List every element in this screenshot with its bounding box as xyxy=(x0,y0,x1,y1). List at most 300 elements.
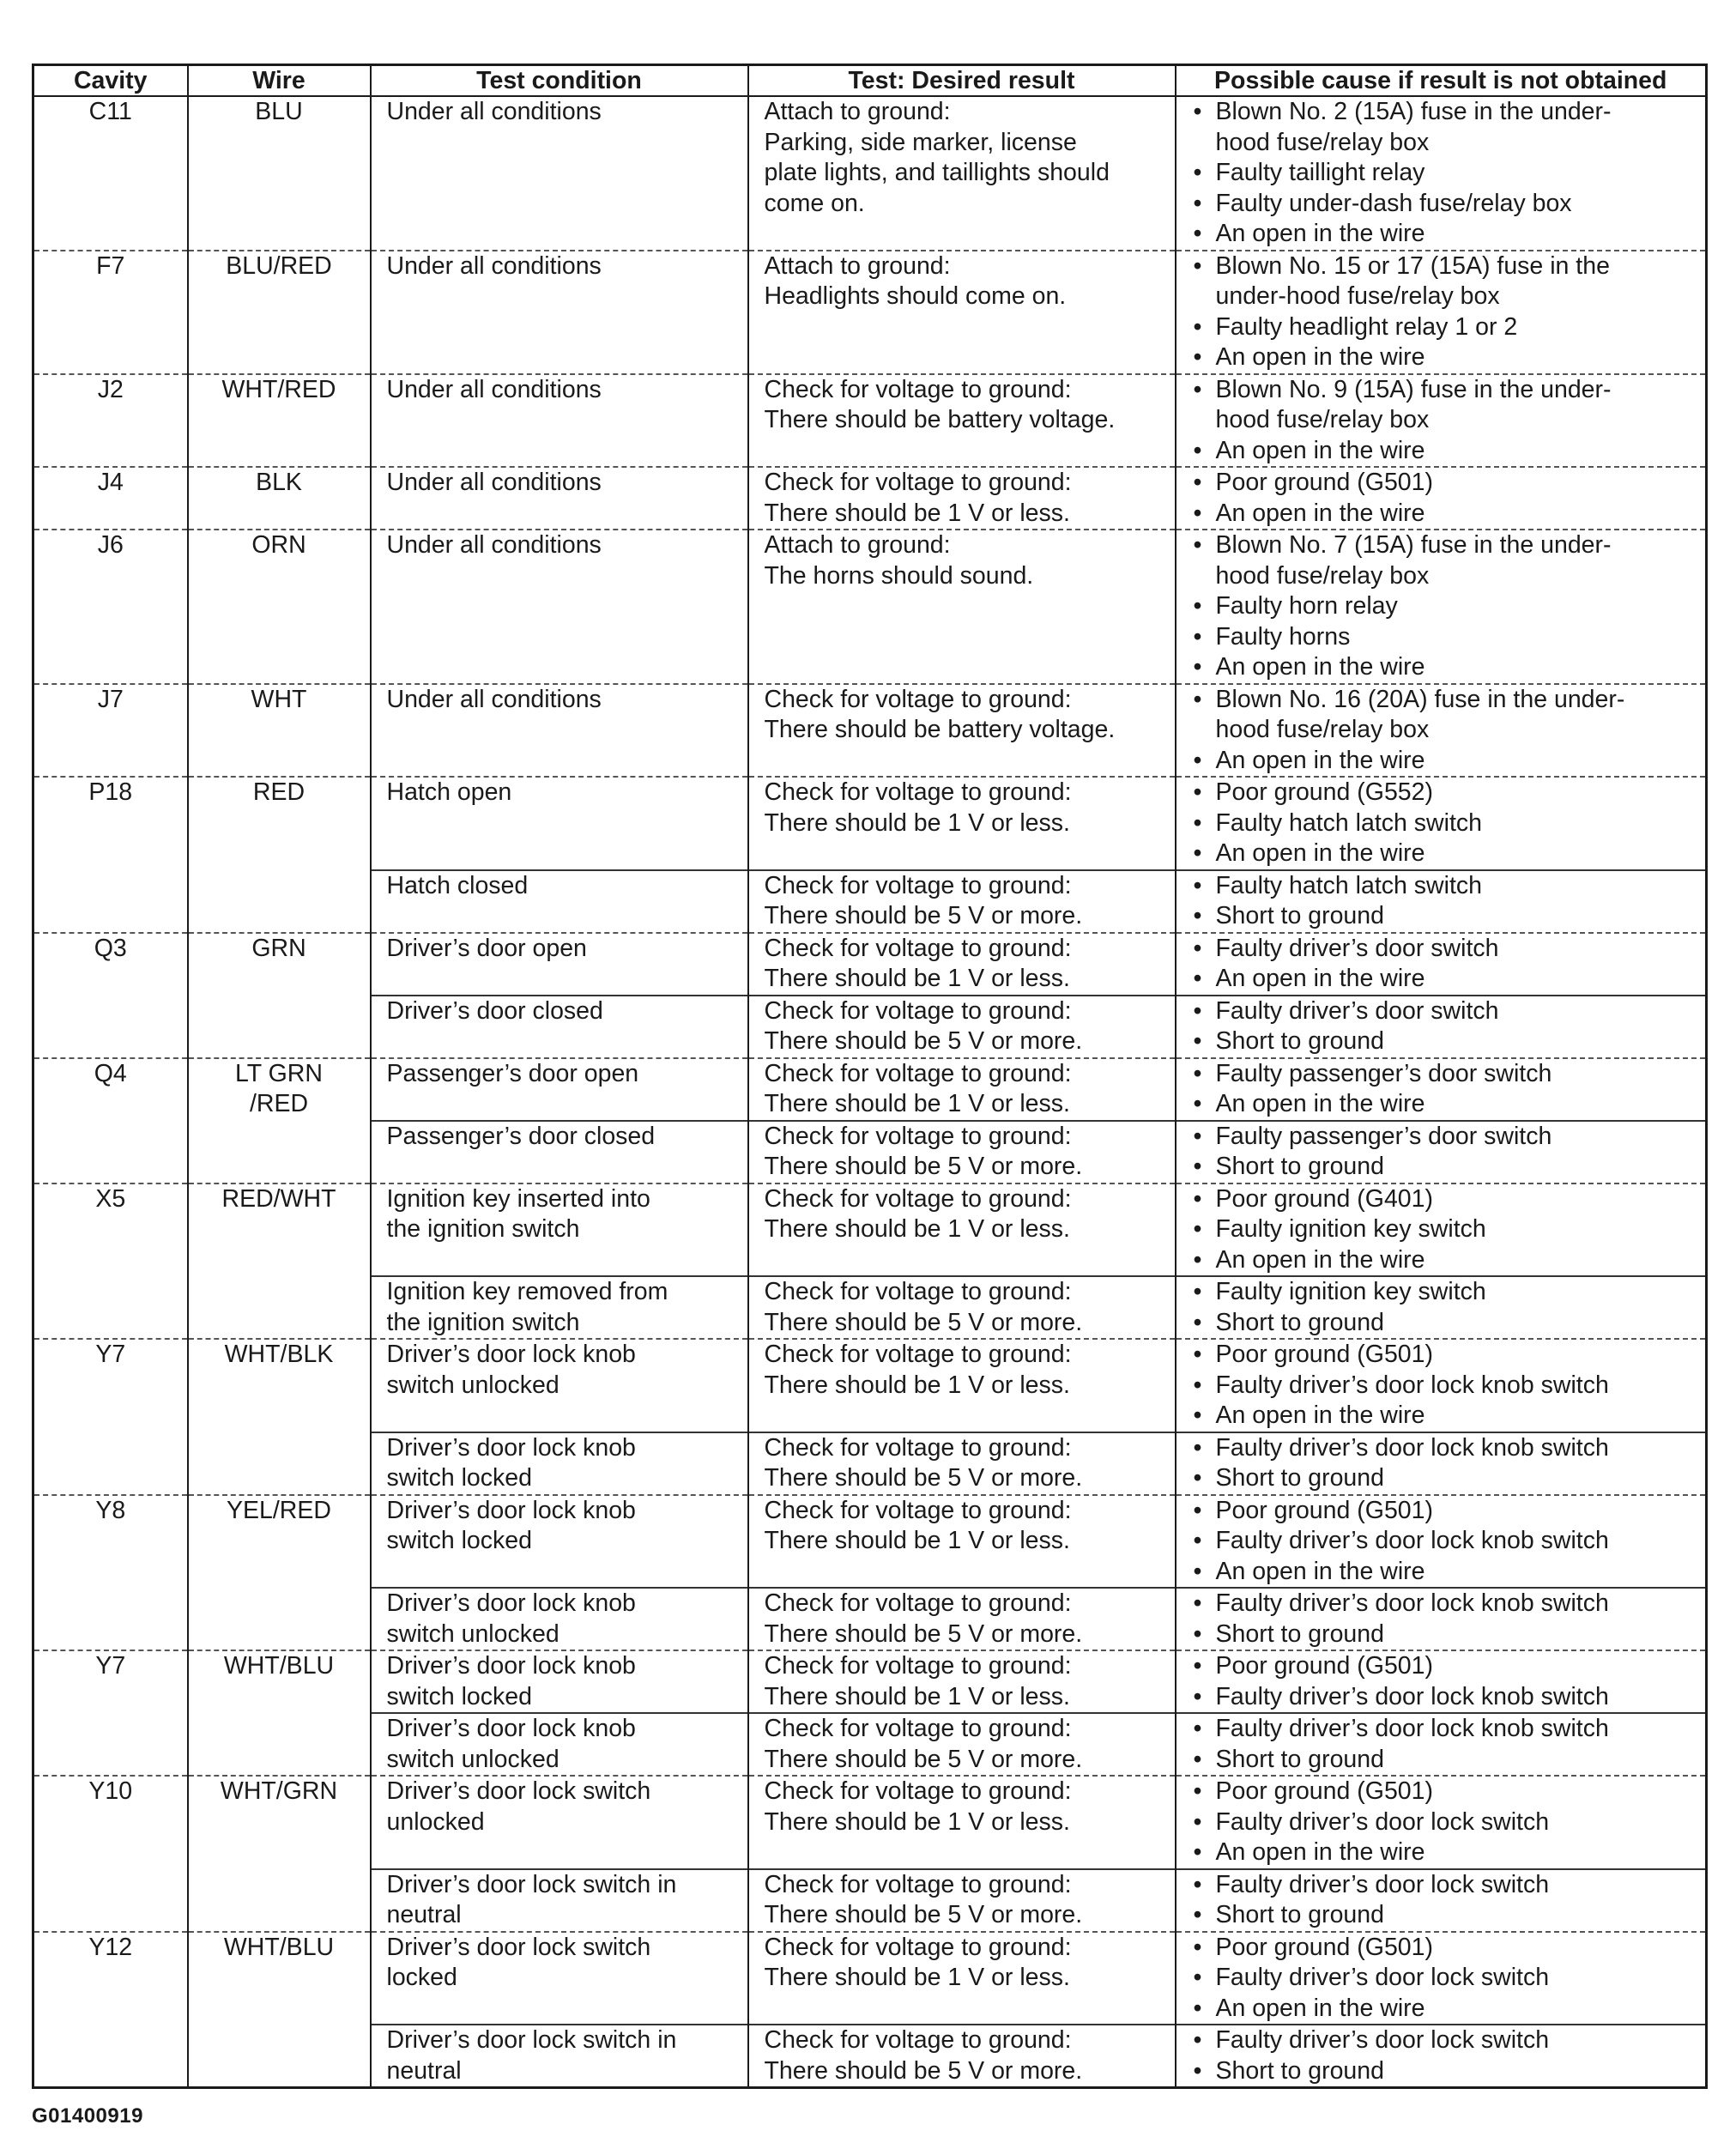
cause-text: • Faulty ignition key switch xyxy=(1215,1278,1486,1305)
desired-result-text: There should be 5 V or more. xyxy=(764,902,1083,929)
wire-color-text: RED xyxy=(252,778,305,806)
desired-result-text: Check for voltage to ground: xyxy=(764,1777,1072,1805)
test-condition-text: Driver’s door lock knob xyxy=(386,1589,636,1617)
cause-item xyxy=(1194,1184,1706,1215)
wire-color-text: WHT/BLU xyxy=(223,1933,335,1961)
test-condition-cell xyxy=(371,1650,748,1713)
possible-cause-cell xyxy=(1176,684,1707,778)
table-row xyxy=(33,1932,1707,2025)
test-condition-text: Driver’s door lock knob xyxy=(386,1652,636,1680)
cause-item xyxy=(1194,530,1706,591)
cause-text: • Short to ground xyxy=(1215,2056,1384,2085)
cause-item xyxy=(1194,1245,1706,1276)
cause-item xyxy=(1194,1371,1706,1401)
wire-cell xyxy=(188,374,371,468)
desired-result-cell xyxy=(748,1058,1176,1121)
test-condition-text: Under all conditions xyxy=(386,251,602,280)
cause-item xyxy=(1194,1619,1706,1650)
possible-cause-cell xyxy=(1176,530,1707,684)
test-condition-text: switch unlocked xyxy=(386,1619,560,1648)
cause-text: hood fuse/relay box xyxy=(1215,561,1430,590)
cause-item xyxy=(1194,1277,1706,1308)
cause-text: • Faulty driver’s door lock knob switch xyxy=(1215,1371,1609,1399)
possible-cause-cell xyxy=(1176,1713,1707,1776)
possible-cause-cell xyxy=(1176,1276,1707,1339)
desired-result-text: There should be battery voltage. xyxy=(764,406,1116,433)
desired-result-cell xyxy=(748,1495,1176,1589)
test-condition-text: Under all conditions xyxy=(386,375,602,403)
cause-text: • Short to ground xyxy=(1215,1901,1384,1928)
test-condition-text: switch unlocked xyxy=(386,1371,560,1399)
wire-color-text: /RED xyxy=(249,1090,309,1117)
wire-color-text: YEL/RED xyxy=(227,1496,331,1524)
cause-item xyxy=(1194,996,1706,1027)
test-condition-text: neutral xyxy=(386,1901,462,1928)
possible-cause-cell xyxy=(1176,1339,1707,1432)
cause-item xyxy=(1194,342,1706,373)
test-condition-cell xyxy=(371,251,748,374)
desired-result-cell xyxy=(748,1932,1176,2025)
table-row xyxy=(33,467,1707,530)
cause-item xyxy=(1194,1777,1706,1807)
wire-color-text: LT GRN xyxy=(235,1059,323,1087)
test-condition-cell xyxy=(371,933,748,996)
cause-text: • Faulty taillight relay xyxy=(1215,159,1425,186)
cause-text: • Poor ground (G401) xyxy=(1215,1184,1433,1213)
test-condition-cell xyxy=(371,467,748,530)
wire-color-text: ORN xyxy=(251,531,306,559)
desired-result-cell xyxy=(748,870,1176,933)
cause-text: • Poor ground (G501) xyxy=(1215,1652,1433,1680)
test-condition-cell xyxy=(371,1432,748,1495)
wire-color-text: WHT/GRN xyxy=(220,1777,338,1805)
table-body xyxy=(33,96,1707,2088)
test-condition-cell xyxy=(371,374,748,468)
cause-item xyxy=(1194,652,1706,683)
cause-item xyxy=(1194,1682,1706,1713)
wire-color-text: BLU xyxy=(255,98,303,125)
cause-text: • Faulty horn relay xyxy=(1215,592,1398,620)
test-condition-text: Under all conditions xyxy=(386,469,602,496)
cause-text: • Poor ground (G501) xyxy=(1215,469,1433,496)
cause-item xyxy=(1194,251,1706,312)
cause-item xyxy=(1194,189,1706,220)
cause-item xyxy=(1194,1340,1706,1371)
desired-result-text: Check for voltage to ground: xyxy=(764,1059,1072,1087)
cause-text: • Poor ground (G501) xyxy=(1215,1777,1433,1805)
cavity-cell: F7 xyxy=(33,251,188,374)
table-row xyxy=(33,374,1707,468)
table-row xyxy=(33,933,1707,996)
cause-item xyxy=(1194,219,1706,250)
cause-text: • An open in the wire xyxy=(1215,1557,1425,1585)
wire-color-text: BLU/RED xyxy=(226,251,332,280)
desired-result-text: Check for voltage to ground: xyxy=(764,375,1072,403)
table-row xyxy=(33,530,1707,684)
desired-result-cell xyxy=(748,1650,1176,1713)
cavity-cell: Y12 xyxy=(33,1932,188,2088)
cause-text: hood fuse/relay box xyxy=(1215,716,1430,743)
figure-code: G01400919 xyxy=(32,2104,143,2128)
cause-item xyxy=(1194,934,1706,965)
desired-result-text: Check for voltage to ground: xyxy=(764,1184,1072,1213)
desired-result-text: There should be 1 V or less. xyxy=(764,1682,1070,1710)
cause-text: • An open in the wire xyxy=(1215,220,1425,247)
cause-text: • An open in the wire xyxy=(1215,1838,1425,1866)
test-condition-text: locked xyxy=(386,1964,457,1991)
wire-cell xyxy=(188,1058,371,1183)
cause-item xyxy=(1194,808,1706,839)
table-row xyxy=(33,1650,1707,1713)
wire-cell xyxy=(188,96,371,251)
cause-item xyxy=(1194,1059,1706,1090)
test-condition-text: Driver’s door lock switch in xyxy=(386,2026,677,2054)
test-condition-cell xyxy=(371,684,748,778)
test-condition-cell xyxy=(371,530,748,684)
cause-item xyxy=(1194,1152,1706,1183)
desired-result-text: Check for voltage to ground: xyxy=(764,1652,1072,1680)
desired-result-text: There should be 1 V or less. xyxy=(764,499,1070,527)
cause-text: • Faulty driver’s door lock switch xyxy=(1215,2026,1550,2054)
cause-text: • Faulty passenger’s door switch xyxy=(1215,1059,1552,1087)
wire-cell xyxy=(188,1776,371,1932)
test-condition-cell xyxy=(371,2025,748,2088)
wire-cell xyxy=(188,467,371,530)
desired-result-cell xyxy=(748,2025,1176,2088)
test-condition-text: the ignition switch xyxy=(386,1215,580,1243)
cause-text: • Faulty ignition key switch xyxy=(1215,1215,1486,1243)
desired-result-text: There should be 1 V or less. xyxy=(764,1807,1070,1836)
test-condition-text: unlocked xyxy=(386,1807,485,1836)
desired-result-text: Headlights should come on. xyxy=(764,282,1067,310)
test-condition-text: Under all conditions xyxy=(386,98,602,125)
desired-result-text: Attach to ground: xyxy=(764,98,951,125)
desired-result-cell xyxy=(748,251,1176,374)
desired-result-text: There should be 1 V or less. xyxy=(764,965,1070,992)
wire-cell xyxy=(188,933,371,1058)
possible-cause-cell xyxy=(1176,1121,1707,1183)
cause-text: • Poor ground (G501) xyxy=(1215,1341,1433,1368)
wire-color-text: WHT/BLU xyxy=(223,1652,335,1680)
cause-item xyxy=(1194,685,1706,746)
cause-text: • Poor ground (G501) xyxy=(1215,1933,1433,1961)
wire-cell xyxy=(188,1183,371,1340)
cause-item xyxy=(1194,158,1706,189)
desired-result-text: Parking, side marker, license xyxy=(764,128,1077,156)
cavity-cell: P18 xyxy=(33,777,188,933)
possible-cause-cell xyxy=(1176,1588,1707,1650)
test-condition-text: Passenger’s door open xyxy=(386,1059,639,1087)
desired-result-text: There should be 1 V or less. xyxy=(764,808,1070,837)
desired-result-text: There should be 1 V or less. xyxy=(764,1215,1070,1243)
test-condition-cell xyxy=(371,1058,748,1121)
wire-cell xyxy=(188,1650,371,1776)
cavity-cell: Y10 xyxy=(33,1776,188,1932)
cause-item xyxy=(1194,1714,1706,1745)
cause-item xyxy=(1194,499,1706,530)
cause-text: • Blown No. 9 (15A) fuse in the under- xyxy=(1215,375,1612,403)
desired-result-cell xyxy=(748,1869,1176,1932)
desired-result-text: Check for voltage to ground: xyxy=(764,2026,1072,2054)
test-condition-text: Under all conditions xyxy=(386,531,602,559)
test-condition-text: Driver’s door closed xyxy=(386,996,603,1025)
cavity-cell: J4 xyxy=(33,467,188,530)
desired-result-text: There should be battery voltage. xyxy=(764,716,1116,743)
cause-item xyxy=(1194,901,1706,932)
possible-cause-cell xyxy=(1176,777,1707,870)
cause-text: • Faulty driver’s door lock knob switch xyxy=(1215,1589,1609,1617)
cause-text: • Faulty driver’s door lock knob switch xyxy=(1215,1527,1609,1554)
desired-result-cell xyxy=(748,1432,1176,1495)
cause-text: • Blown No. 2 (15A) fuse in the under- xyxy=(1215,98,1612,125)
desired-result-text: Check for voltage to ground: xyxy=(764,871,1072,899)
header-desired-result: Test: Desired result xyxy=(748,65,1176,97)
possible-cause-cell xyxy=(1176,374,1707,468)
desired-result-text: There should be 5 V or more. xyxy=(764,1153,1083,1180)
test-condition-cell xyxy=(371,1869,748,1932)
wire-cell xyxy=(188,1339,371,1495)
desired-result-text: Check for voltage to ground: xyxy=(764,1496,1072,1524)
cause-item xyxy=(1194,1308,1706,1339)
header-possible-cause: Possible cause if result is not obtained xyxy=(1176,65,1707,97)
desired-result-cell xyxy=(748,1121,1176,1183)
desired-result-text: There should be 5 V or more. xyxy=(764,1464,1083,1492)
desired-result-cell xyxy=(748,530,1176,684)
cause-text: • Faulty hatch latch switch xyxy=(1215,808,1482,837)
cavity-cell: J6 xyxy=(33,530,188,684)
wire-color-text: WHT xyxy=(251,685,307,713)
wire-cell xyxy=(188,684,371,778)
cause-text: • Poor ground (G552) xyxy=(1215,778,1433,806)
desired-result-cell xyxy=(748,1183,1176,1277)
cause-item xyxy=(1194,1745,1706,1776)
table-row xyxy=(33,1776,1707,1869)
cause-text: • Short to ground xyxy=(1215,1308,1384,1336)
test-condition-cell xyxy=(371,1588,748,1650)
cavity-cell: C11 xyxy=(33,96,188,251)
cause-item xyxy=(1194,1589,1706,1619)
cause-text: • Short to ground xyxy=(1215,902,1384,929)
test-condition-text: Driver’s door open xyxy=(386,934,587,962)
test-condition-cell xyxy=(371,1339,748,1432)
cause-item xyxy=(1194,1433,1706,1464)
possible-cause-cell xyxy=(1176,1432,1707,1495)
cause-text: • Short to ground xyxy=(1215,1153,1384,1180)
test-condition-cell xyxy=(371,1776,748,1869)
test-condition-cell xyxy=(371,777,748,870)
cause-text: hood fuse/relay box xyxy=(1215,128,1430,156)
desired-result-text: Check for voltage to ground: xyxy=(764,1933,1072,1961)
table-row xyxy=(33,777,1707,870)
cause-text: • Faulty driver’s door lock switch xyxy=(1215,1807,1550,1836)
desired-result-text: There should be 5 V or more. xyxy=(764,1027,1083,1055)
test-condition-text: Ignition key inserted into xyxy=(386,1184,650,1213)
possible-cause-cell xyxy=(1176,1183,1707,1277)
cause-item xyxy=(1194,1900,1706,1931)
wire-color-text: WHT/BLK xyxy=(224,1341,334,1368)
test-condition-cell xyxy=(371,996,748,1058)
test-condition-text: switch locked xyxy=(386,1527,532,1554)
desired-result-text: There should be 1 V or less. xyxy=(764,1964,1070,1991)
desired-result-cell xyxy=(748,1339,1176,1432)
header-row xyxy=(33,65,1707,97)
cause-item xyxy=(1194,1837,1706,1868)
desired-result-text: Check for voltage to ground: xyxy=(764,1341,1072,1368)
cause-item xyxy=(1194,1122,1706,1153)
desired-result-text: There should be 5 V or more. xyxy=(764,1619,1083,1648)
cause-text: • Faulty horns xyxy=(1215,622,1351,651)
cause-item xyxy=(1194,778,1706,808)
desired-result-cell xyxy=(748,1776,1176,1869)
desired-result-text: Attach to ground: xyxy=(764,251,951,280)
cause-text: • Faulty driver’s door lock knob switch xyxy=(1215,1682,1609,1710)
desired-result-cell xyxy=(748,996,1176,1058)
cavity-cell: Q3 xyxy=(33,933,188,1058)
test-condition-cell xyxy=(371,1276,748,1339)
wire-color-text: RED/WHT xyxy=(221,1184,336,1213)
connector-test-table xyxy=(32,64,1708,2089)
cavity-cell: Y8 xyxy=(33,1495,188,1651)
possible-cause-cell xyxy=(1176,933,1707,996)
wire-cell xyxy=(188,530,371,684)
desired-result-text: Check for voltage to ground: xyxy=(764,469,1072,496)
cause-item xyxy=(1194,1026,1706,1057)
desired-result-text: Check for voltage to ground: xyxy=(764,685,1072,713)
test-condition-text: Driver’s door lock switch in xyxy=(386,1870,677,1898)
cause-text: • Blown No. 16 (20A) fuse in the under- xyxy=(1215,685,1625,713)
cause-item xyxy=(1194,1807,1706,1838)
test-condition-text: Driver’s door lock knob xyxy=(386,1715,636,1742)
cause-item xyxy=(1194,1214,1706,1245)
test-condition-text: Driver’s door lock knob xyxy=(386,1341,636,1368)
test-condition-text: Hatch closed xyxy=(386,871,529,899)
cause-item xyxy=(1194,1401,1706,1432)
possible-cause-cell xyxy=(1176,467,1707,530)
desired-result-text: Check for voltage to ground: xyxy=(764,1870,1072,1898)
cause-text: • Faulty hatch latch switch xyxy=(1215,871,1482,899)
desired-result-cell xyxy=(748,684,1176,778)
possible-cause-cell xyxy=(1176,1869,1707,1932)
cause-text: • Faulty driver’s door lock switch xyxy=(1215,1870,1550,1898)
cause-item xyxy=(1194,1463,1706,1494)
cause-text: • An open in the wire xyxy=(1215,1401,1425,1429)
desired-result-cell xyxy=(748,1276,1176,1339)
cause-text: • Short to ground xyxy=(1215,1619,1384,1648)
desired-result-text: There should be 1 V or less. xyxy=(764,1371,1070,1399)
desired-result-text: Check for voltage to ground: xyxy=(764,1589,1072,1617)
cause-item xyxy=(1194,591,1706,622)
possible-cause-cell xyxy=(1176,1776,1707,1869)
cavity-cell: Q4 xyxy=(33,1058,188,1183)
cause-item xyxy=(1194,468,1706,499)
cause-text: • Faulty driver’s door switch xyxy=(1215,934,1499,962)
cause-text: • An open in the wire xyxy=(1215,499,1425,527)
test-condition-text: Under all conditions xyxy=(386,685,602,713)
cause-text: • Faulty driver’s door lock knob switch xyxy=(1215,1433,1609,1462)
cause-item xyxy=(1194,2056,1706,2087)
cavity-cell: Y7 xyxy=(33,1650,188,1776)
cause-text: • An open in the wire xyxy=(1215,343,1425,371)
cause-text: • Short to ground xyxy=(1215,1745,1384,1773)
desired-result-cell xyxy=(748,467,1176,530)
table-row xyxy=(33,1495,1707,1589)
desired-result-cell xyxy=(748,1588,1176,1650)
desired-result-cell xyxy=(748,96,1176,251)
test-condition-cell xyxy=(371,96,748,251)
test-condition-cell xyxy=(371,870,748,933)
wire-cell xyxy=(188,1495,371,1651)
cavity-cell: J7 xyxy=(33,684,188,778)
desired-result-text: come on. xyxy=(764,189,865,217)
table-header xyxy=(33,65,1707,97)
cause-text: • Short to ground xyxy=(1215,1464,1384,1492)
wire-cell xyxy=(188,1932,371,2088)
desired-result-cell xyxy=(748,777,1176,870)
test-condition-text: Ignition key removed from xyxy=(386,1278,668,1305)
desired-result-text: There should be 1 V or less. xyxy=(764,1527,1070,1554)
possible-cause-cell xyxy=(1176,251,1707,374)
cause-text: under-hood fuse/relay box xyxy=(1215,282,1500,310)
table-row xyxy=(33,684,1707,778)
header-test-condition: Test condition xyxy=(371,65,748,97)
cause-item xyxy=(1194,622,1706,653)
test-condition-text: neutral xyxy=(386,2056,462,2085)
desired-result-text: Check for voltage to ground: xyxy=(764,1433,1072,1462)
wire-color-text: GRN xyxy=(251,934,306,962)
desired-result-text: Check for voltage to ground: xyxy=(764,1278,1072,1305)
table-row xyxy=(33,1183,1707,1277)
cause-item xyxy=(1194,1089,1706,1120)
test-condition-text: switch locked xyxy=(386,1464,532,1492)
desired-result-text: There should be 1 V or less. xyxy=(764,1090,1070,1117)
desired-result-text: There should be 5 V or more. xyxy=(764,1308,1083,1336)
test-condition-text: the ignition switch xyxy=(386,1308,580,1336)
cause-text: • Faulty under-dash fuse/relay box xyxy=(1215,189,1572,217)
cause-text: • Faulty driver’s door lock knob switch xyxy=(1215,1715,1609,1742)
cause-item xyxy=(1194,97,1706,158)
test-condition-text: Passenger’s door closed xyxy=(386,1122,656,1150)
desired-result-text: Check for voltage to ground: xyxy=(764,1715,1072,1742)
wire-color-text: BLK xyxy=(256,469,302,496)
cause-item xyxy=(1194,871,1706,902)
desired-result-text: There should be 5 V or more. xyxy=(764,1745,1083,1773)
test-condition-cell xyxy=(371,1932,748,2025)
cause-item xyxy=(1194,375,1706,436)
cause-text: • Short to ground xyxy=(1215,1027,1384,1055)
table-row xyxy=(33,96,1707,251)
cause-text: • Blown No. 15 or 17 (15A) fuse in the xyxy=(1215,251,1610,280)
possible-cause-cell xyxy=(1176,870,1707,933)
cause-text: • An open in the wire xyxy=(1215,436,1425,464)
cause-text: • An open in the wire xyxy=(1215,965,1425,992)
cause-item xyxy=(1194,1994,1706,2025)
test-condition-text: Driver’s door lock switch xyxy=(386,1777,651,1805)
desired-result-text: Check for voltage to ground: xyxy=(764,1122,1072,1150)
table-row xyxy=(33,1339,1707,1432)
cause-item xyxy=(1194,1933,1706,1964)
cause-item xyxy=(1194,1496,1706,1527)
cause-text: hood fuse/relay box xyxy=(1215,406,1430,433)
cause-item xyxy=(1194,436,1706,467)
cause-item xyxy=(1194,1870,1706,1901)
cause-text: • An open in the wire xyxy=(1215,1994,1425,2022)
cause-text: • Faulty driver’s door switch xyxy=(1215,996,1499,1025)
header-cavity: Cavity xyxy=(33,65,188,97)
desired-result-text: The horns should sound. xyxy=(764,561,1034,590)
cause-text: • An open in the wire xyxy=(1215,1090,1425,1117)
test-condition-text: Hatch open xyxy=(386,778,512,806)
desired-result-text: plate lights, and taillights should xyxy=(764,159,1110,186)
